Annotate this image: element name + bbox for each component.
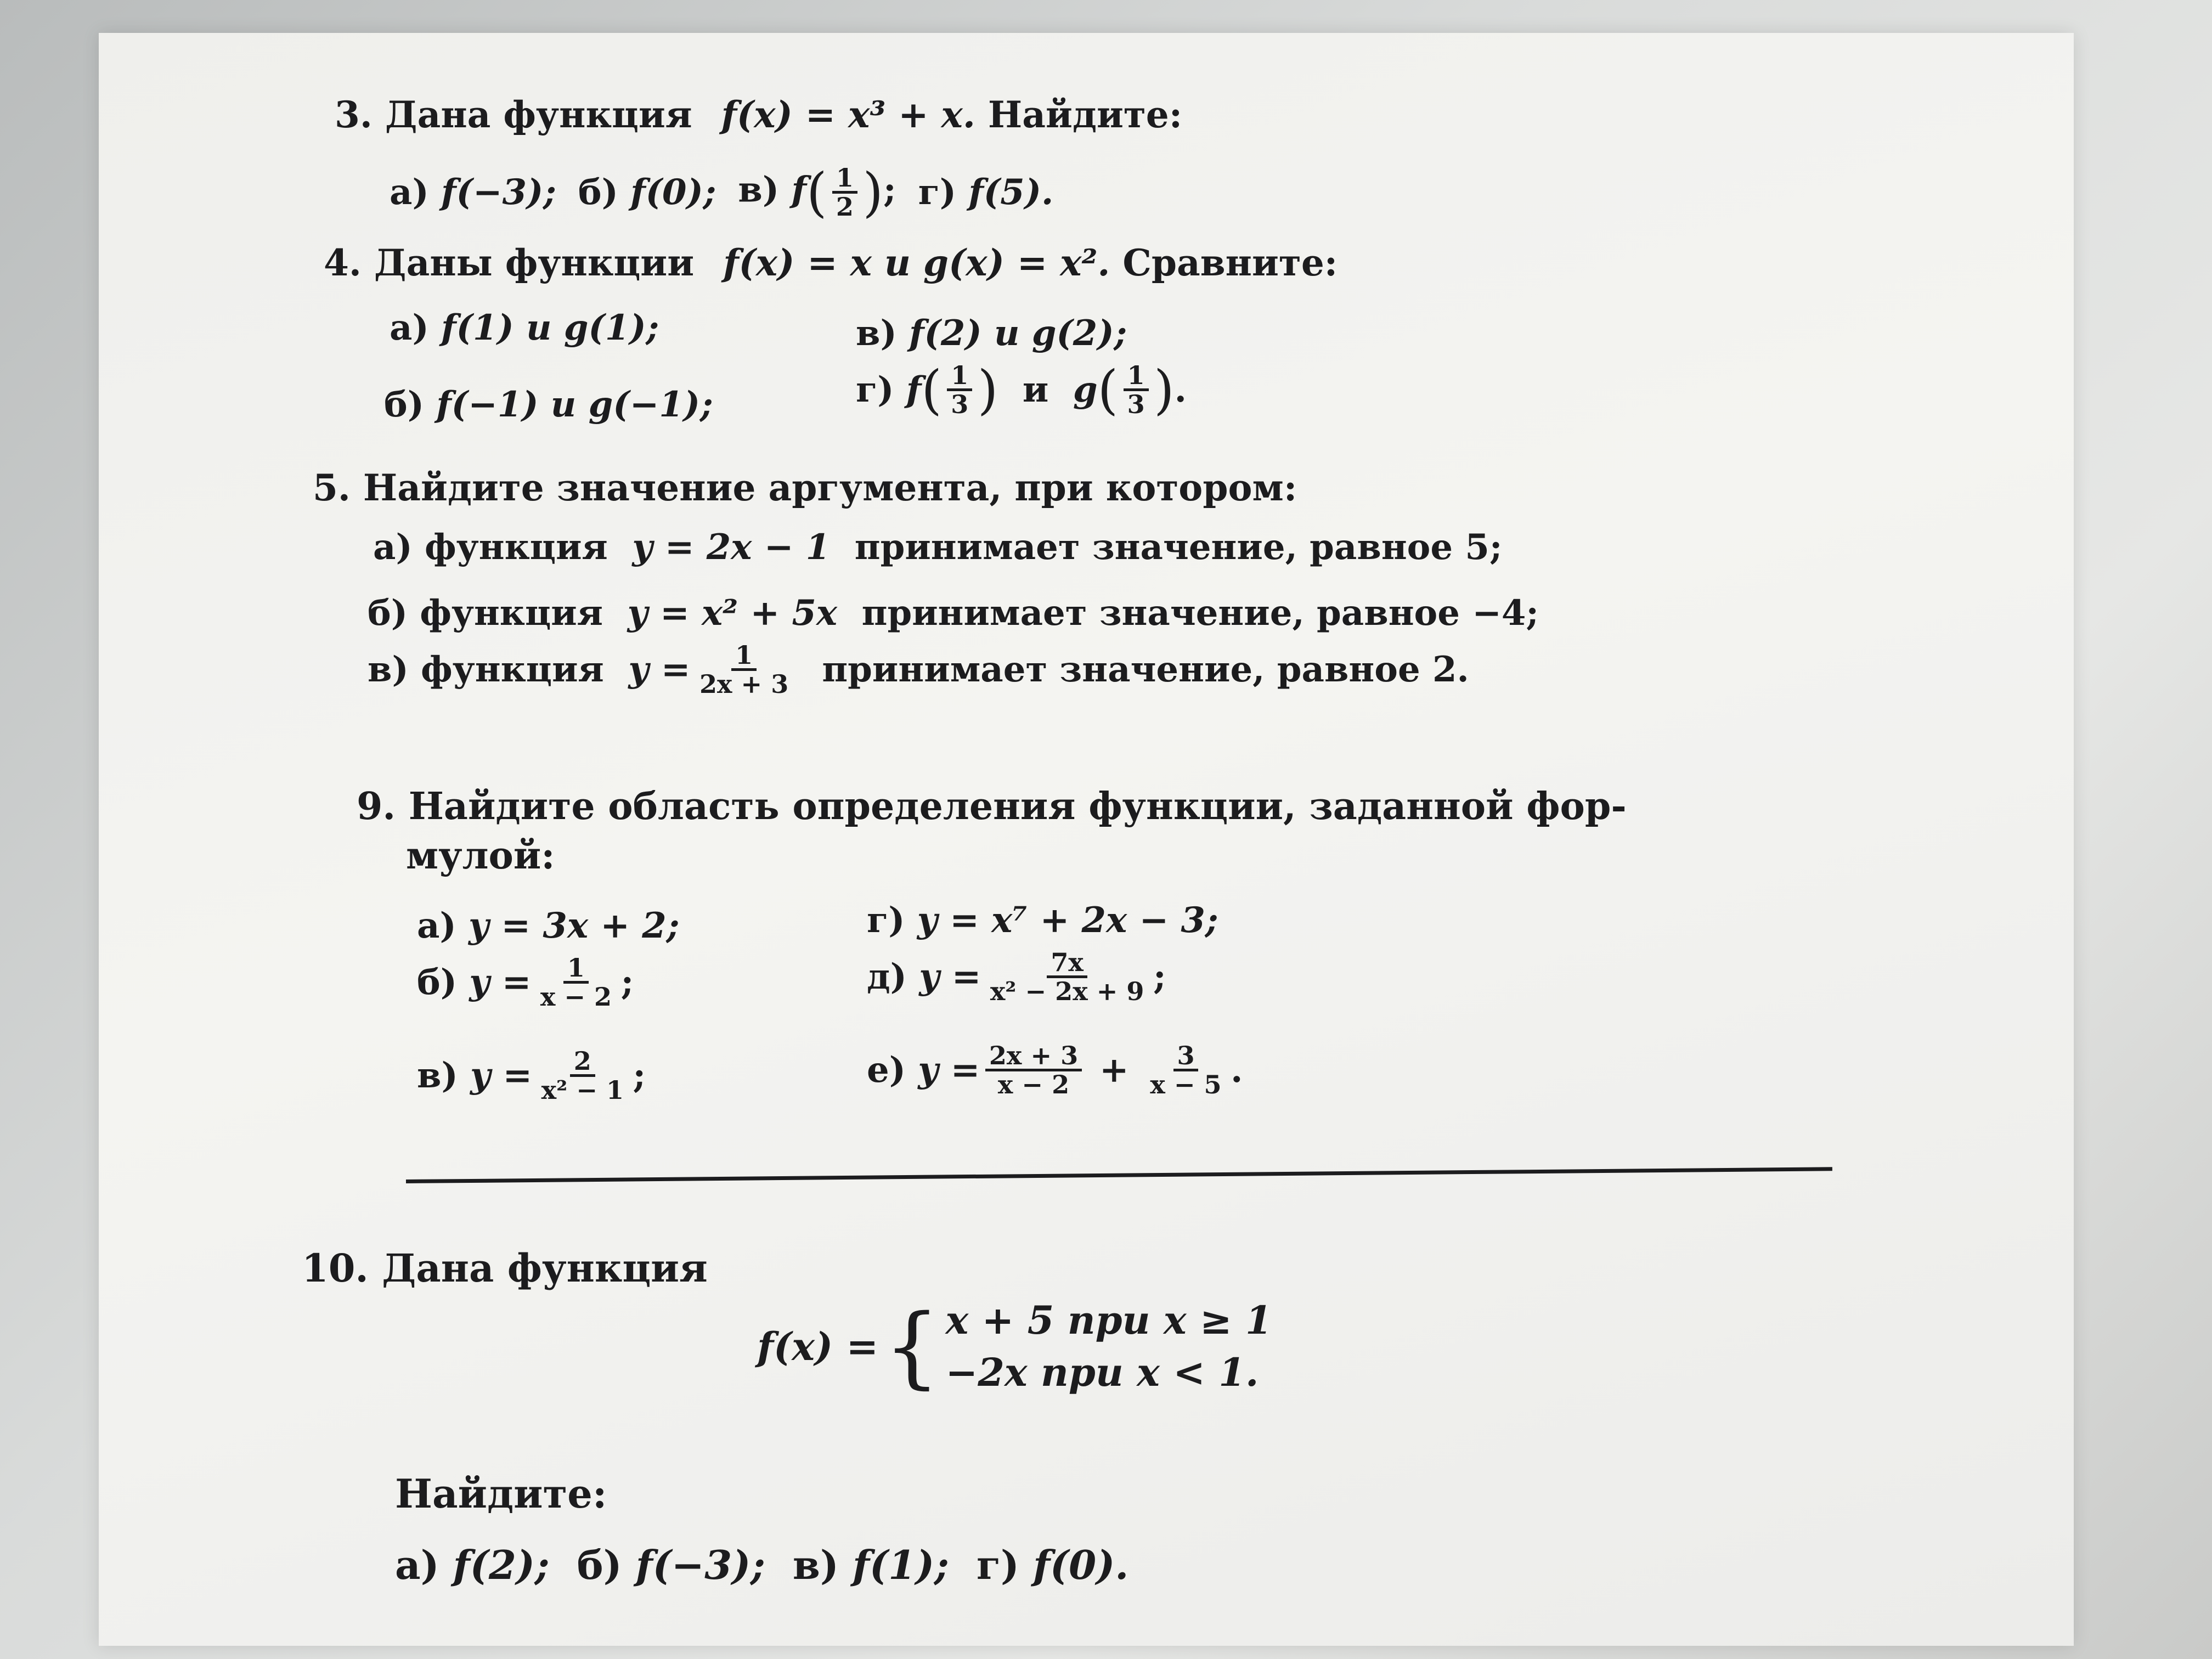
fraction: $\frac{1}{2}$ <box>832 165 857 221</box>
list-item: б) f(−3); <box>577 1542 765 1588</box>
list-item: а) y = 3x + 2; <box>417 905 680 946</box>
problem-5-statement <box>313 466 1297 509</box>
problem-text: Даны функции <box>374 241 695 284</box>
list-item: г) f(5). <box>918 172 1054 213</box>
problem-10-statement <box>302 1245 708 1291</box>
problem-text-continued: мулой: <box>406 834 555 878</box>
fraction: $\frac{2x + 3}{x - 2}$ <box>985 1042 1082 1098</box>
find-label: Найдите: <box>395 1470 607 1517</box>
list-item: а) функция y = 2x − 1 принимает значение, равное 5; <box>373 527 1503 568</box>
problem-text: Найдите значение аргумента, при котором: <box>363 466 1297 509</box>
list-item: в) y = $\frac{2}{\text{x² − 1}}$ ; <box>417 1046 646 1105</box>
compare-label: Сравните: <box>1122 241 1338 284</box>
problem-number: 10. <box>302 1245 369 1291</box>
problem-10-items <box>395 1542 1128 1588</box>
problem-text: Дана функция <box>385 93 692 136</box>
problem-number: 9. <box>357 785 396 828</box>
function-cases <box>946 1295 1272 1398</box>
textbook-page <box>99 33 2074 1646</box>
list-item: б) y = $\frac{1}{x - 2}$ ; <box>417 953 634 1012</box>
find-label: Найдите: <box>988 93 1183 136</box>
problem-3-items <box>390 161 1054 223</box>
list-item: а) f(−3); <box>390 172 556 213</box>
problem-3-statement <box>335 93 1182 136</box>
problem-4-statement <box>324 241 1338 284</box>
list-item: а) f(1) и g(1); <box>390 307 659 348</box>
problem-text: Дана функция <box>382 1245 708 1291</box>
fraction: $\frac{3}{x - 5}$ <box>1150 1041 1222 1100</box>
section-divider <box>406 1167 1832 1183</box>
list-item: е) y = $\frac{2x + 3}{x - 2}$ + $\frac{3}{x - 5}$ . <box>867 1041 1243 1100</box>
problem-text: Найдите область определения функции, заданной фор- <box>408 785 1627 828</box>
fraction: $\frac{7x}{\text{x² − 2x + 9}}$ <box>990 947 1144 1007</box>
list-item: б) функция y = x² + 5x принимает значение, равное −4; <box>368 592 1539 634</box>
function-formula: f(x) = x и g(x) = x². <box>723 241 1110 284</box>
list-item: г) y = x⁷ + 2x − 3; <box>867 900 1218 941</box>
function-lhs: f(x) = <box>757 1324 879 1369</box>
list-item: д) y = $\frac{7x}{\text{x² − 2x + 9}}$ ; <box>867 947 1166 1007</box>
problem-number: 4. <box>324 241 362 284</box>
fraction: $\frac{1}{2x + 3}$ <box>699 640 789 699</box>
list-item: в) f( $\frac{1}{2}$ ); <box>738 161 896 223</box>
list-item: в) функция y = $\frac{1}{2x + 3}$ принимает значение, равное 2. <box>368 640 1469 699</box>
problem-number: 5. <box>313 466 351 509</box>
list-item: г) f(0). <box>976 1542 1129 1588</box>
case-1: x + 5 при x ≥ 1 <box>945 1297 1272 1343</box>
list-item: г) f ( $\frac{1}{3}$ ) и g ( $\frac{1}{3}$ ) . <box>856 359 1187 421</box>
fraction: $\frac{1}{3}$ <box>1124 362 1149 418</box>
list-item: б) f(−1) и g(−1); <box>384 384 713 425</box>
list-item: а) f(2); <box>395 1542 550 1588</box>
list-item: в) f(1); <box>792 1542 949 1588</box>
case-2: −2x при x < 1. <box>945 1349 1259 1395</box>
problem-9-statement <box>357 785 1627 828</box>
piecewise-function <box>757 1295 1272 1398</box>
function-formula: f(x) = x³ + x. <box>721 93 975 136</box>
fraction: $\frac{1}{3}$ <box>947 362 972 418</box>
problem-number: 3. <box>335 93 373 136</box>
fraction: $\frac{1}{x - 2}$ <box>540 953 612 1012</box>
list-item: б) f(0); <box>578 172 716 213</box>
list-item: в) f(2) и g(2); <box>856 313 1127 354</box>
fraction: $\frac{2}{\text{x² − 1}}$ <box>541 1046 624 1105</box>
brace: { <box>884 1295 940 1398</box>
